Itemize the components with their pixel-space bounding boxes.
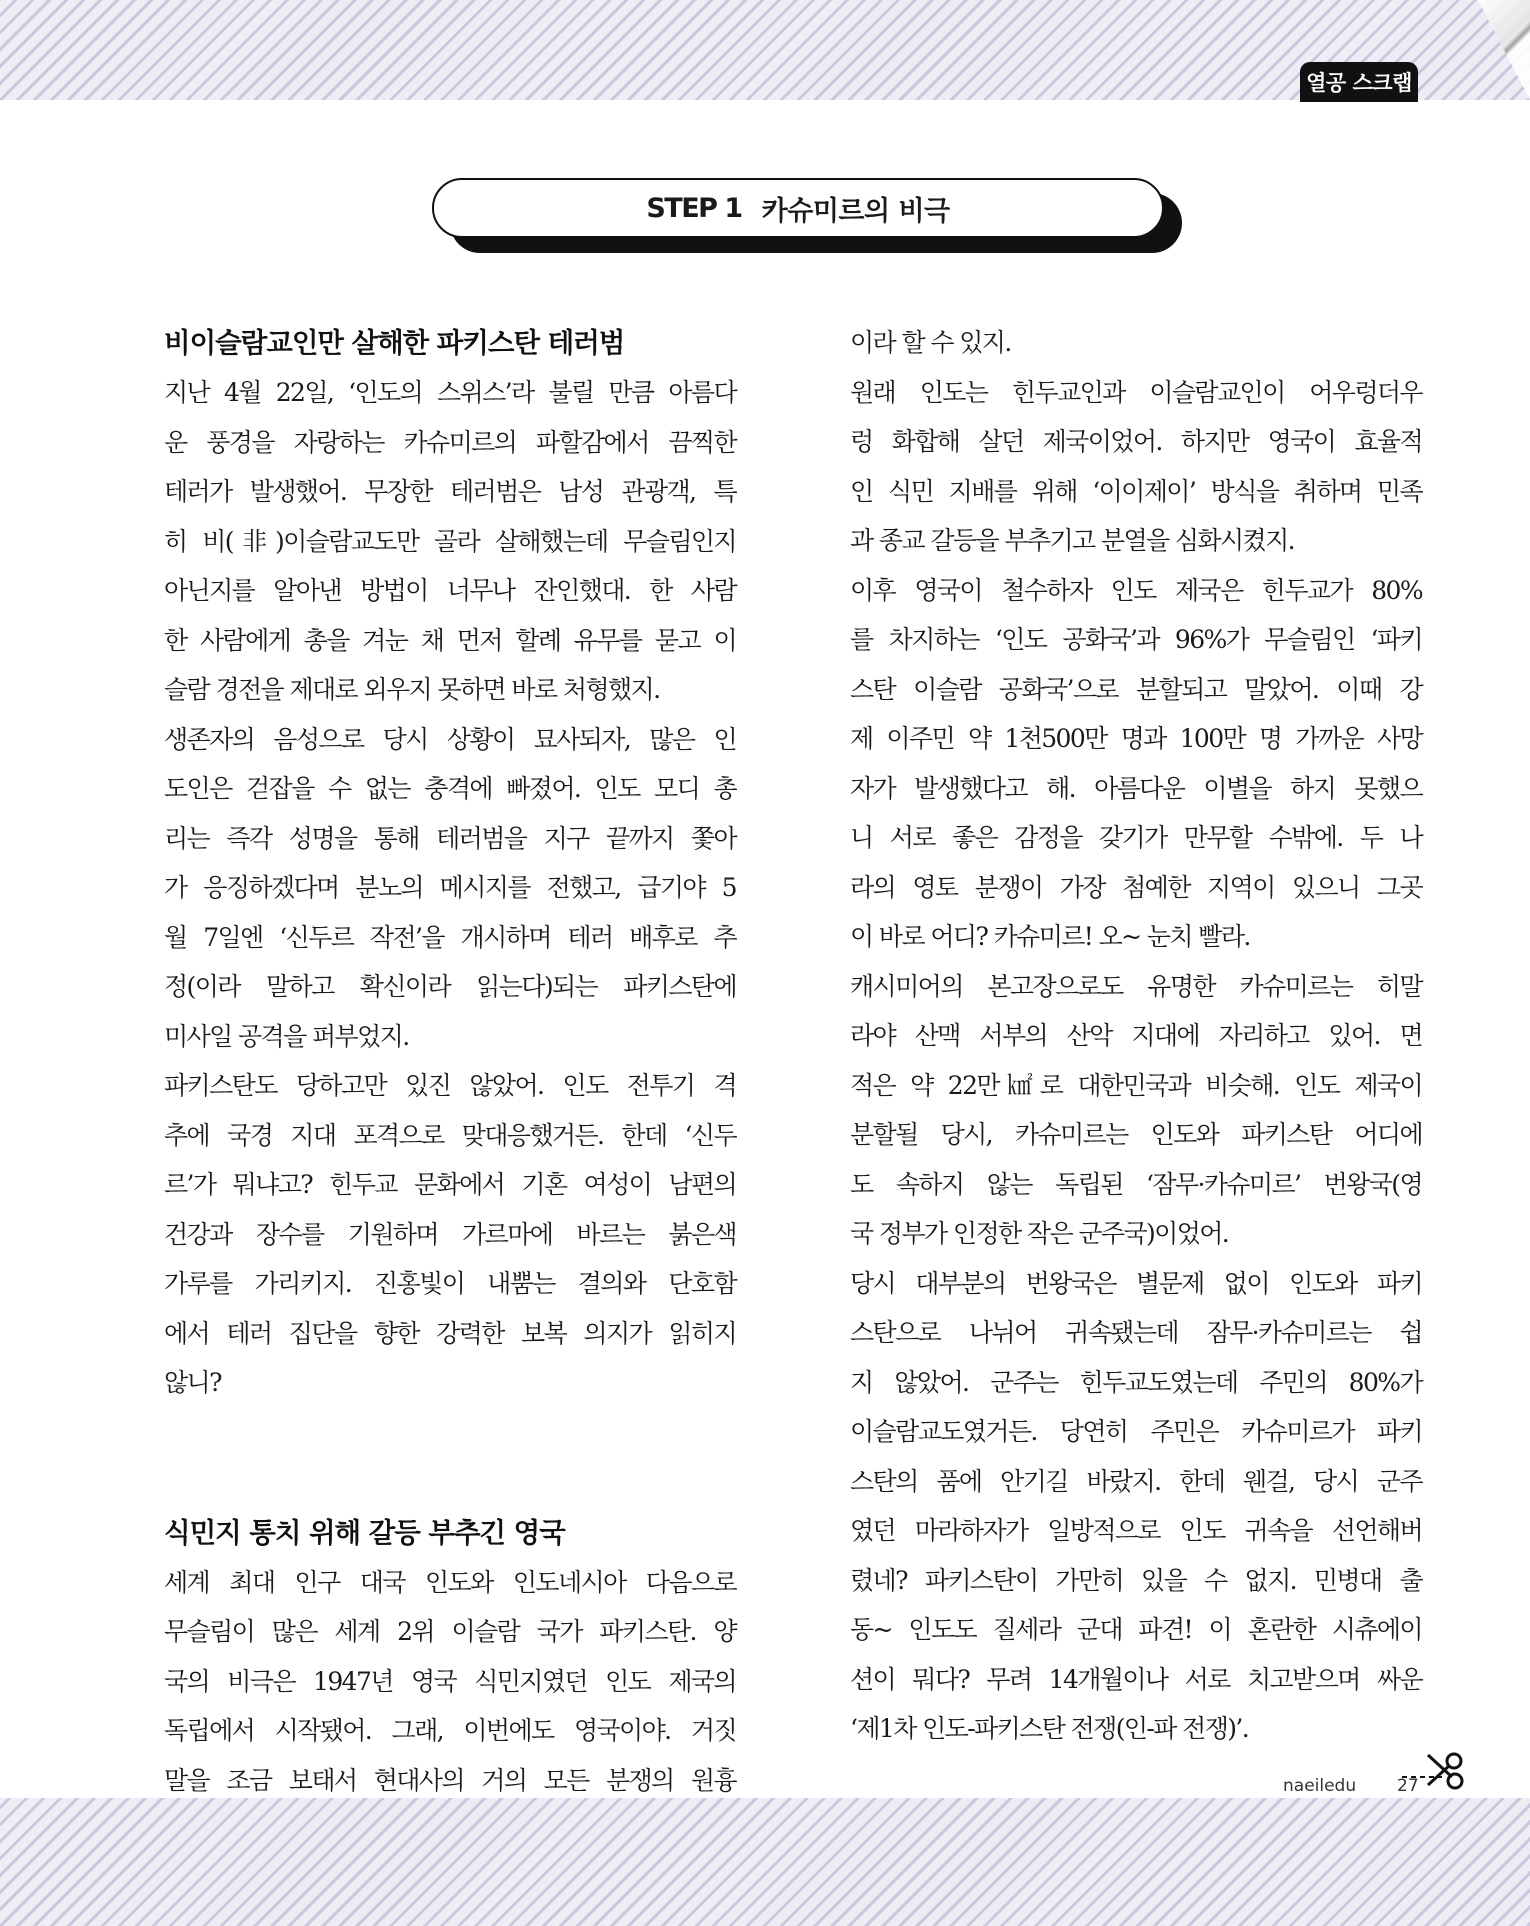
text-line: 라야 산맥 서부의 산악 지대에 자리하고 있어. 면 — [850, 1021, 1422, 1050]
text-line: 말을 조금 보태서 현대사의 거의 모든 분쟁의 원흉 — [164, 1765, 736, 1795]
text-line: 건강과 장수를 기원하며 가르마에 바르는 붉은색 — [164, 1219, 736, 1249]
text-line: 라의 영토 분쟁이 가장 첨예한 지역이 있으니 그곳 — [850, 872, 1422, 902]
right-column — [850, 318, 1422, 1754]
right-paragraph-3 — [850, 566, 1422, 962]
text-line: 자가 발생했다고 해. 아름다운 이별을 하지 못했으 — [850, 773, 1422, 803]
text-line: 도인은 걷잡을 수 없는 충격에 빠졌어. 인도 모디 총 — [164, 774, 736, 803]
footer-brand: naeiledu — [1283, 1776, 1357, 1796]
text-line: 분할될 당시, 카슈미르는 인도와 파키스탄 어디에 — [850, 1120, 1422, 1149]
text-line: 슬람 경전을 제대로 외우지 못하면 바로 처형했지. — [164, 675, 660, 704]
text-line: 국의 비극은 1947년 영국 식민지였던 인도 제국의 — [164, 1666, 736, 1696]
text-line: 파키스탄도 당하고만 있진 않았어. 인도 전투기 격 — [164, 1071, 736, 1100]
text-line: 무슬림이 많은 세계 2위 이슬람 국가 파키스탄. 양 — [164, 1617, 736, 1646]
text-line: 독립에서 시작됐어. 그래, 이번에도 영국이야. 거짓 — [164, 1716, 736, 1745]
text-line: 히 비(非)이슬람교도만 골라 살해했는데 무슬림인지 — [164, 526, 736, 556]
text-line: 과 종교 갈등을 부추기고 분열을 심화시켰지. — [850, 526, 1294, 555]
text-line: 르’가 뭐냐고? 힌두교 문화에서 기혼 여성이 남편의 — [164, 1170, 736, 1199]
text-line: 스탄으로 나뉘어 귀속됐는데 잠무·카슈미르는 쉽 — [850, 1318, 1422, 1347]
text-line: 아닌지를 알아낸 방법이 너무나 잔인했대. 한 사람 — [164, 576, 736, 605]
text-line: 이 바로 어디? 카슈미르! 오~ 눈치 빨라. — [850, 922, 1250, 951]
text-line: 이라 할 수 있지. — [850, 328, 1011, 357]
text-line: 않니? — [164, 1368, 221, 1397]
text-line: 지난 4월 22일, ‘인도의 스위스’라 불릴 만큼 아름다 — [164, 378, 736, 407]
text-line: 이후 영국이 철수하자 인도 제국은 힌두교가 80% — [850, 575, 1422, 605]
text-line: 원래 인도는 힌두교인과 이슬람교인이 어우렁더우 — [850, 377, 1422, 407]
text-line: 를 차지하는 ‘인도 공화국’과 96%가 무슬림인 ‘파키 — [850, 625, 1422, 654]
left-paragraph-1 — [164, 368, 736, 715]
text-line: 한 사람에게 총을 겨눈 채 먼저 할례 유무를 묻고 이 — [164, 625, 736, 655]
text-line: 스탄의 품에 안기길 바랐지. 한데 웬걸, 당시 군주 — [850, 1466, 1422, 1496]
text-line: 동~ 인도도 질세라 군대 파견! 이 혼란한 시츄에이 — [850, 1615, 1422, 1644]
text-line: ‘제1차 인도-파키스탄 전쟁(인-파 전쟁)’. — [850, 1714, 1249, 1743]
text-line: 당시 대부분의 번왕국은 별문제 없이 인도와 파키 — [850, 1268, 1422, 1298]
text-line: 렁 화합해 살던 제국이었어. 하지만 영국이 효율적 — [850, 427, 1422, 456]
text-line: 제 이주민 약 1천500만 명과 100만 명 가까운 사망 — [850, 724, 1422, 753]
text-line: 스탄 이슬람 공화국’으로 분할되고 말았어. 이때 강 — [850, 674, 1422, 704]
left-paragraph-2 — [164, 715, 736, 1062]
text-line: 생존자의 음성으로 당시 상황이 묘사되자, 많은 인 — [164, 724, 736, 754]
text-line: 지 않았어. 군주는 힌두교도였는데 주민의 80%가 — [850, 1367, 1422, 1397]
section-heading-2: 식민지 통치 위해 갈등 부추긴 영국 — [164, 1516, 565, 1549]
right-paragraph-5 — [850, 1259, 1422, 1754]
text-line: 션이 뭐다? 무려 14개월이나 서로 치고받으며 싸운 — [850, 1664, 1422, 1694]
text-line: 도 속하지 않는 독립된 ‘잠무·카슈미르’ 번왕국(영 — [850, 1169, 1422, 1199]
text-line: 리는 즉각 성명을 통해 테러범을 지구 끝까지 쫓아 — [164, 823, 736, 853]
text-line: 국 정부가 인정한 작은 군주국)이었어. — [850, 1219, 1229, 1248]
page-number: 27 — [1397, 1776, 1419, 1796]
text-line: 에서 테러 집단을 향한 강력한 보복 의지가 읽히지 — [164, 1318, 736, 1348]
text-line: 추에 국경 지대 포격으로 맞대응했거든. 한데 ‘신두 — [164, 1120, 736, 1150]
text-line: 세계 최대 인구 대국 인도와 인도네시아 다음으로 — [164, 1567, 736, 1597]
right-paragraph-1 — [850, 318, 1422, 368]
text-line: 렸네? 파키스탄이 가만히 있을 수 없지. 민병대 출 — [850, 1565, 1422, 1595]
text-line: 월 7일엔 ‘신두르 작전’을 개시하며 테러 배후로 추 — [164, 922, 736, 952]
section-heading-1: 비이슬람교인만 살해한 파키스탄 테러범 — [164, 327, 625, 359]
text-line: 였던 마라하자가 일방적으로 인도 귀속을 선언해버 — [850, 1516, 1422, 1545]
text-line: 니 서로 좋은 감정을 갖기가 만무할 수밖에. 두 나 — [850, 823, 1422, 852]
text-line: 인 식민 지배를 위해 ‘이이제이’ 방식을 취하며 민족 — [850, 476, 1422, 506]
left-column — [164, 318, 736, 1805]
right-paragraph-2 — [850, 368, 1422, 566]
text-line: 이슬람교도였거든. 당연히 주민은 카슈미르가 파키 — [850, 1417, 1422, 1446]
bottom-stripe-border — [0, 1798, 1530, 1926]
step-title: 카슈미르의 비극 — [761, 195, 950, 227]
left-paragraph-4 — [164, 1558, 736, 1806]
right-paragraph-4 — [850, 962, 1422, 1259]
text-line: 가루를 가리키지. 진홍빛이 내뿜는 결의와 단호함 — [164, 1269, 736, 1298]
text-line: 운 풍경을 자랑하는 카슈미르의 파할감에서 끔찍한 — [164, 427, 736, 457]
text-line: 캐시미어의 본고장으로도 유명한 카슈미르는 히말 — [850, 971, 1422, 1001]
step-banner — [432, 178, 1164, 238]
section-tab: 열공 스크랩 — [1300, 62, 1418, 102]
text-line: 테러가 발생했어. 무장한 테러범은 남성 관광객, 특 — [164, 477, 736, 506]
step-number: STEP 1 — [646, 192, 742, 224]
text-line: 가 응징하겠다며 분노의 메시지를 전했고, 급기야 5 — [164, 873, 736, 902]
text-line: 미사일 공격을 퍼부었지. — [164, 1021, 409, 1051]
left-paragraph-3 — [164, 1061, 736, 1408]
text-line: 적은 약 22만㎢로 대한민국과 비슷해. 인도 제국이 — [850, 1070, 1422, 1100]
text-line: 정(이라 말하고 확신이라 읽는다)되는 파키스탄에 — [164, 972, 736, 1001]
